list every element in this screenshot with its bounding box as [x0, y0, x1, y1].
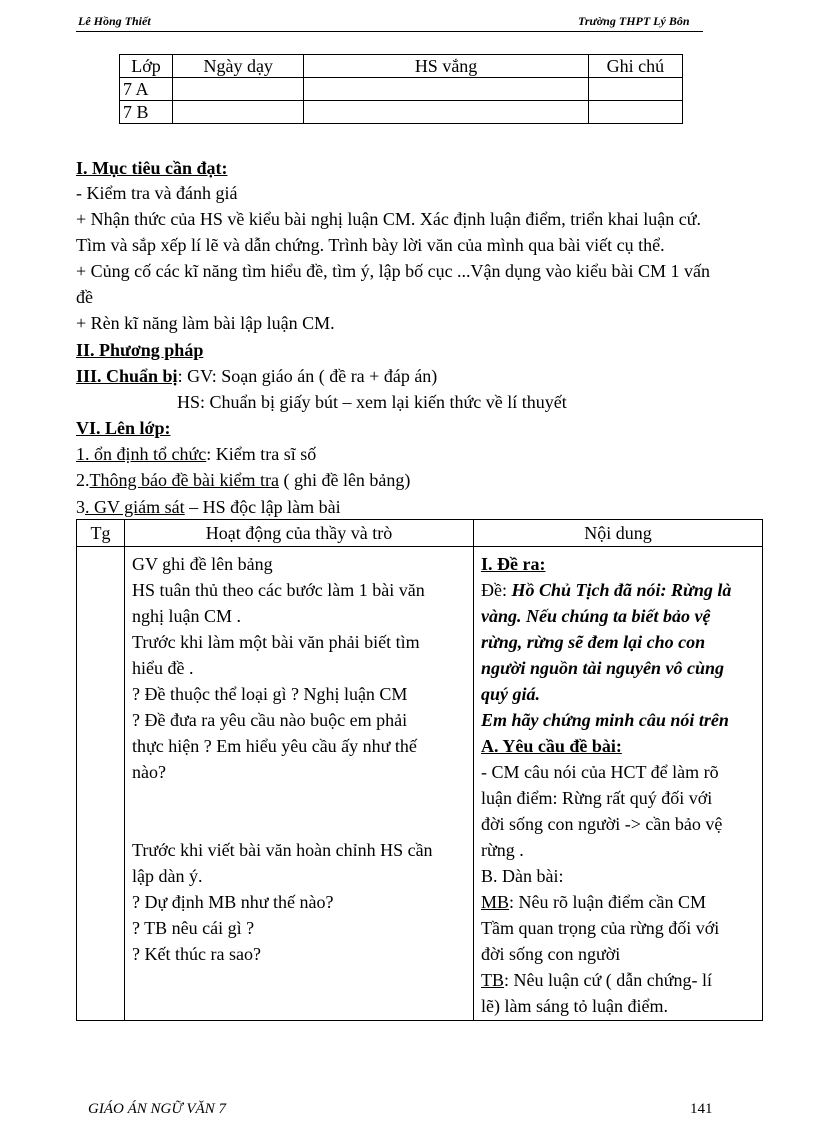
col-header-absent: HS vắng	[304, 55, 589, 78]
outline-intro-line	[481, 889, 755, 915]
table-row	[120, 78, 683, 101]
col-header-class: Lớp	[120, 55, 173, 78]
step-3-number: 3	[76, 497, 85, 517]
activity-line: ? Đề đưa ra yêu cầu nào buộc em phải	[132, 710, 408, 730]
activity-line: nghị luận CM .	[132, 606, 242, 626]
requirements-title: A. Yêu cầu đề bài:	[481, 736, 622, 756]
outline-line: lẽ) làm sáng tỏ luận điểm.	[481, 996, 668, 1016]
exam-prompt-line: quý giá.	[481, 684, 541, 704]
exam-prompt-line: Em hãy chứng minh câu nói trên	[481, 710, 729, 730]
page-number: 141	[690, 1101, 713, 1117]
requirement-line: rừng .	[481, 840, 524, 860]
intro-label: MB	[481, 892, 510, 912]
col-header-time: Tg	[77, 520, 125, 547]
notes-cell	[588, 78, 682, 101]
objective-line: đề	[76, 287, 93, 307]
activity-line: lập dàn ý.	[132, 866, 203, 886]
section-lesson-title: VI. Lên lớp:	[76, 418, 171, 438]
col-header-date: Ngày dạy	[173, 55, 304, 78]
outline-body-line	[481, 967, 755, 993]
requirement-line: đời sống con người -> cần bảo vệ	[481, 814, 723, 834]
activity-line: Trước khi làm một bài văn phải biết tìm	[132, 632, 420, 652]
section-preparation	[76, 363, 437, 389]
exam-prompt-text: Hồ Chủ Tịch đã nói: Rừng là	[511, 580, 732, 600]
step-3-label: . GV giám sát	[85, 497, 185, 517]
objective-line: + Nhận thức của HS về kiểu bài nghị luận CM. Xác định luận điểm, triển khai luận cứ.	[76, 209, 702, 229]
step-1-text: : Kiểm tra sĩ số	[206, 444, 317, 464]
lesson-step-1	[76, 441, 316, 467]
footer-title: GIÁO ÁN NGỮ VĂN 7	[88, 1101, 226, 1117]
activity-line: thực hiện ? Em hiểu yêu cầu ấy như thế	[132, 736, 417, 756]
exam-title: I. Đề ra:	[481, 554, 546, 574]
activity-line: Trước khi viết bài văn hoàn chỉnh HS cần	[132, 840, 433, 860]
requirement-line: luận điểm: Rừng rất quý đối với	[481, 788, 713, 808]
class-cell: 7 B	[120, 101, 173, 124]
absent-cell	[304, 78, 589, 101]
outline-line: Tầm quan trọng của rừng đối với	[481, 918, 720, 938]
col-header-content: Nội dung	[474, 520, 763, 547]
preparation-student: HS: Chuẩn bị giấy bút – xem lại kiến thức về lí thuyết	[177, 392, 567, 412]
activity-line: hiểu đề .	[132, 658, 194, 678]
exam-prompt-line: người nguồn tài nguyên vô cùng	[481, 658, 724, 678]
header-divider	[76, 31, 703, 32]
body-label: TB	[481, 970, 505, 990]
exam-prompt-label: Đề:	[481, 580, 512, 600]
col-header-activities: Hoạt động của thầy và trò	[125, 520, 474, 547]
class-table-header-row	[120, 55, 683, 78]
step-2-number: 2.	[76, 470, 90, 490]
lesson-step-3	[76, 494, 341, 520]
header-author: Lê Hồng Thiết	[78, 14, 151, 28]
class-attendance-table	[119, 54, 683, 124]
activity-spacer	[132, 785, 466, 811]
class-cell: 7 A	[120, 78, 173, 101]
activity-line: ? Dự định MB như thế nào?	[132, 892, 334, 912]
header-school: Trường THPT Lý Bôn	[578, 14, 690, 28]
time-cell	[77, 547, 125, 1021]
absent-cell	[304, 101, 589, 124]
intro-text: : Nêu rõ luận điểm cần CM	[509, 892, 706, 912]
lesson-step-2	[76, 467, 410, 493]
activity-line: ? TB nêu cái gì ?	[132, 918, 255, 938]
step-2-label: Thông báo đề bài kiểm tra	[89, 470, 279, 490]
activity-line: GV ghi đề lên bảng	[132, 554, 273, 574]
preparation-teacher: : GV: Soạn giáo án ( đề ra + đáp án)	[177, 366, 438, 386]
requirement-line: - CM câu nói của HCT để làm rõ	[481, 762, 719, 782]
col-header-notes: Ghi chú	[588, 55, 682, 78]
objective-line: Tìm và sắp xếp lí lẽ và dẫn chứng. Trình bày lời văn của mình qua bài viết cụ thể.	[76, 235, 665, 255]
step-2-text: ( ghi đề lên bảng)	[278, 470, 411, 490]
notes-cell	[588, 101, 682, 124]
step-1-label: 1. ổn định tổ chức	[76, 444, 207, 464]
objective-line: - Kiểm tra và đánh giá	[76, 183, 238, 203]
content-cell	[474, 547, 763, 1021]
section-method-title: II. Phương pháp	[76, 340, 204, 360]
table-row	[77, 547, 763, 1021]
step-3-text: – HS độc lập làm bài	[184, 497, 341, 517]
table-row	[120, 101, 683, 124]
activity-line: ? Kết thúc ra sao?	[132, 944, 261, 964]
activities-cell	[125, 547, 474, 1021]
section-objectives-title: I. Mục tiêu cần đạt:	[76, 158, 228, 178]
exam-prompt-line: vàng. Nếu chúng ta biết bảo vệ	[481, 606, 711, 626]
outline-title: B. Dàn bài:	[481, 866, 564, 886]
objective-line: + Rèn kĩ năng làm bài lập luận CM.	[76, 313, 335, 333]
exam-prompt-line	[481, 577, 755, 603]
activity-table	[76, 519, 763, 1021]
date-cell	[173, 101, 304, 124]
outline-line: đời sống con người	[481, 944, 621, 964]
objective-line: + Củng cố các kĩ năng tìm hiểu đề, tìm ý, lập bố cục ...Vận dụng vào kiểu bài CM 1 vấn	[76, 261, 711, 281]
date-cell	[173, 78, 304, 101]
activity-line: HS tuân thủ theo các bước làm 1 bài văn	[132, 580, 425, 600]
exam-prompt-line: rừng, rừng sẽ đem lại cho con	[481, 632, 706, 652]
section-preparation-title: III. Chuẩn bị	[76, 366, 178, 386]
body-text: : Nêu luận cứ ( dẫn chứng- lí	[504, 970, 712, 990]
activity-line: ? Đề thuộc thể loại gì ? Nghị luận CM	[132, 684, 408, 704]
activity-spacer	[132, 811, 466, 837]
activity-table-header-row	[77, 520, 763, 547]
activity-line: nào?	[132, 762, 166, 782]
